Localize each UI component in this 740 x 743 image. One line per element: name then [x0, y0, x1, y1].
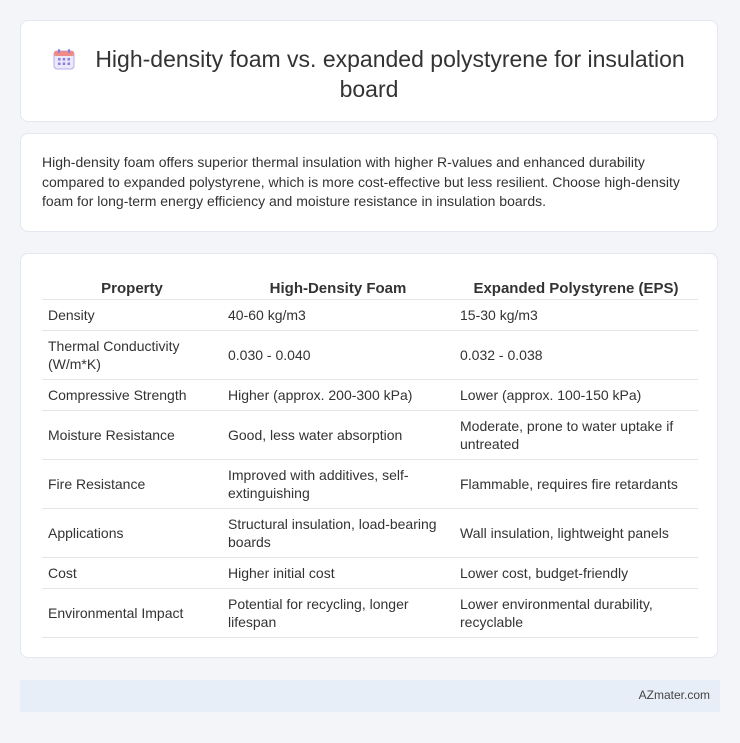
footer-bar	[20, 680, 720, 712]
property-cell: Thermal Conductivity (W/m*K)	[42, 331, 222, 380]
eps-cell: Flammable, requires fire retardants	[454, 460, 698, 509]
footer-brand[interactable]: AZmater.com	[638, 688, 710, 702]
comparison-table-card	[20, 253, 718, 658]
table-row	[42, 380, 698, 411]
eps-cell: Wall insulation, lightweight panels	[454, 509, 698, 558]
header-eps: Expanded Polystyrene (EPS)	[454, 275, 698, 300]
summary-card	[20, 133, 718, 232]
summary-text: High-density foam offers superior thermal insulation with higher R-values and enhanced durability compared to expanded polystyrene, which is more cost-effective but less resilient. Choose high-density foam for long-term energy efficiency and moisture resistance in insulation boards.	[42, 154, 680, 209]
calendar-icon	[53, 48, 75, 70]
foam-cell: Improved with additives, self-extinguishing	[222, 460, 454, 509]
table-row	[42, 509, 698, 558]
table-header-row	[42, 275, 698, 300]
eps-cell: Lower environmental durability, recyclable	[454, 589, 698, 638]
property-cell: Density	[42, 300, 222, 331]
property-cell: Environmental Impact	[42, 589, 222, 638]
page-title	[21, 44, 717, 104]
foam-cell: 0.030 - 0.040	[222, 331, 454, 380]
table-row	[42, 331, 698, 380]
property-cell: Compressive Strength	[42, 380, 222, 411]
table-row	[42, 558, 698, 589]
table-row	[42, 300, 698, 331]
header-property: Property	[42, 275, 222, 300]
eps-cell: Lower cost, budget-friendly	[454, 558, 698, 589]
table-row	[42, 460, 698, 509]
eps-cell: 15-30 kg/m3	[454, 300, 698, 331]
page-title-text: High-density foam vs. expanded polystyrene for insulation board	[95, 46, 685, 102]
foam-cell: Higher initial cost	[222, 558, 454, 589]
property-cell: Cost	[42, 558, 222, 589]
eps-cell: Lower (approx. 100-150 kPa)	[454, 380, 698, 411]
property-cell: Applications	[42, 509, 222, 558]
eps-cell: 0.032 - 0.038	[454, 331, 698, 380]
table-row	[42, 411, 698, 460]
foam-cell: 40-60 kg/m3	[222, 300, 454, 331]
property-cell: Fire Resistance	[42, 460, 222, 509]
eps-cell: Moderate, prone to water uptake if untreated	[454, 411, 698, 460]
foam-cell: Potential for recycling, longer lifespan	[222, 589, 454, 638]
table-row	[42, 589, 698, 638]
header-high-density-foam: High-Density Foam	[222, 275, 454, 300]
foam-cell: Higher (approx. 200-300 kPa)	[222, 380, 454, 411]
comparison-table	[42, 275, 698, 638]
title-card	[20, 20, 718, 122]
property-cell: Moisture Resistance	[42, 411, 222, 460]
foam-cell: Structural insulation, load-bearing boards	[222, 509, 454, 558]
foam-cell: Good, less water absorption	[222, 411, 454, 460]
